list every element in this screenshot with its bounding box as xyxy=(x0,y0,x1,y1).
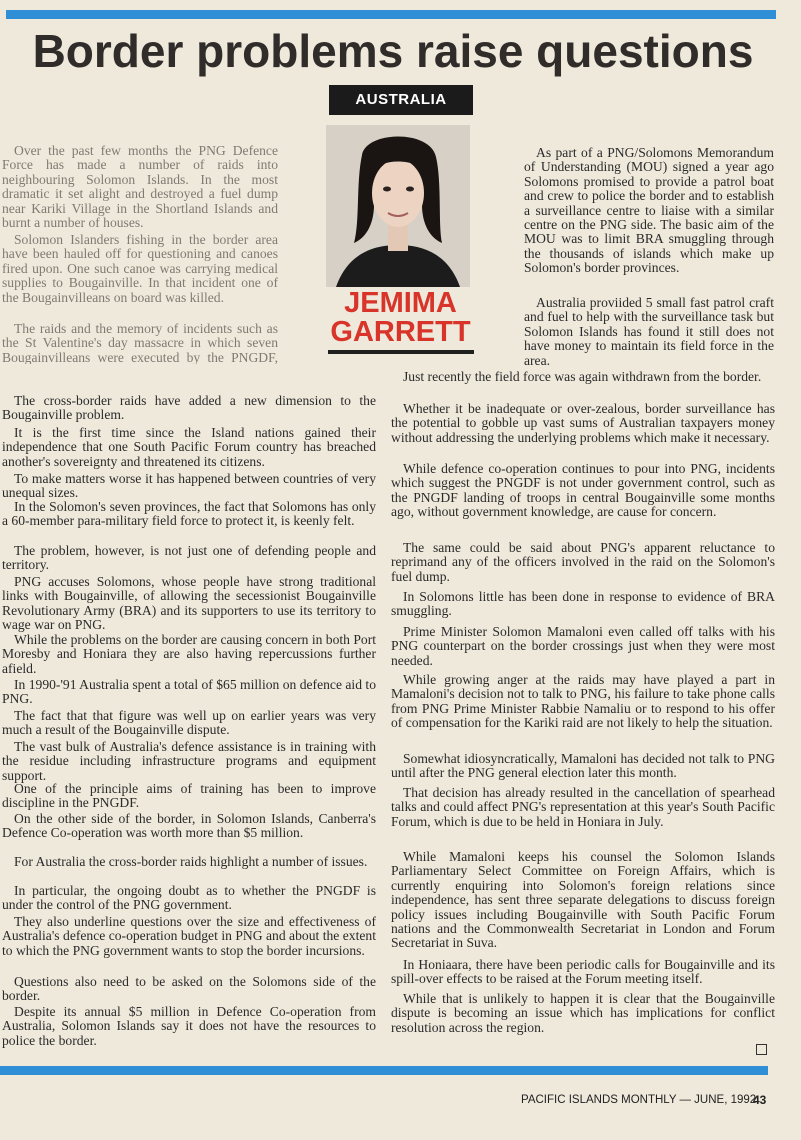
headline: Border problems raise questions xyxy=(32,25,754,77)
right-paragraph-11: That decision has already resulted in the cancellation of spearhead talks and could affect PNG's representation at this year's South Pacific Forum, which is due to be held in Honiara in July. xyxy=(391,785,775,829)
left-paragraph-13: The vast bulk of Australia's defence assistance is in training with the residue including infrastructure programs and equipment support. xyxy=(2,739,376,783)
left-paragraph-2: Solomon Islanders fishing in the border area have been hauled off for questioning and canoes fired upon. One such canoe was carrying medical supplies to Bougainville. In that incident one of the Bougainvilleans on board was killed. xyxy=(2,232,278,305)
page-number: 43 xyxy=(753,1093,767,1107)
left-paragraph-8: The problem, however, is not just one of defending people and territory. xyxy=(2,543,376,573)
left-paragraph-18: They also underline questions over the size and effectiveness of Australia's defence co-operation budget in PNG and about the extent to which the PNG government wants to stop the border incursions. xyxy=(2,914,376,958)
left-paragraph-7: In the Solomon's seven provinces, the fact that Solomons has only a 60-member para-military field force to protect it, is keenly felt. xyxy=(2,499,376,529)
left-paragraph-19: Questions also need to be asked on the Solomons side of the border. xyxy=(2,974,376,1004)
author-first-name: JEMIMA xyxy=(344,287,457,319)
right-paragraph-6: The same could be said about PNG's apparent reluctance to reprimand any of the officers involved in the raid on the Solomon's fuel dump. xyxy=(391,540,775,584)
right-paragraph-4: Whether it be inadequate or over-zealous, border surveillance has the potential to gobble up vast sums of Australian taxpayers money without addressing the underlying problems which make it necessary. xyxy=(391,401,775,445)
left-paragraph-15: On the other side of the border, in Solomon Islands, Canberra's Defence Co-operation was worth more than $5 million. xyxy=(2,811,376,841)
right-paragraph-14: While that is unlikely to happen it is clear that the Bougainville dispute is becoming an issue which has implications for conflict resolution across the region. xyxy=(391,991,775,1035)
byline-rule xyxy=(328,350,474,354)
top-color-rule xyxy=(6,10,776,19)
right-paragraph-8: Prime Minister Solomon Mamaloni even called off talks with his PNG counterpart on the border crossings just when they were most needed. xyxy=(391,624,775,668)
right-paragraph-7: In Solomons little has been done in response to evidence of BRA smuggling. xyxy=(391,589,775,619)
right-paragraph-9: While growing anger at the raids may have played a part in Mamaloni's decision not to talk to PNG, his failure to take phone calls from PNG Prime Minister Rabbie Namaliu or to respond to his offer of compensation for the Kariki raid are not likely to help the situation. xyxy=(391,672,775,731)
left-paragraph-3: The raids and the memory of incidents such as the St Valentine's day massacre in which seven Bougainvilleans were executed by the PNGDF, xyxy=(2,322,278,364)
left-paragraph-9: PNG accuses Solomons, whose people have strong traditional links with Bougainville, of allowing the secessionist Bougainville Revolutionary Army (BRA) and its supporters to use its territory to wage war on PNG. xyxy=(2,574,376,633)
left-paragraph-14: One of the principle aims of training has been to improve discipline in the PNGDF. xyxy=(2,781,376,811)
author-last-name: GARRETT xyxy=(330,316,471,348)
left-paragraph-20: Despite its annual $5 million in Defence Co-operation from Australia, Solomon Islands say it does not have the resources to police the border. xyxy=(2,1004,376,1048)
left-paragraph-6: To make matters worse it has happened between countries of very unequal sizes. xyxy=(2,471,376,501)
left-paragraph-5: It is the first time since the Island nations gained their independence that one South Pacific Forum country has breached another's sovereignty and threatened its citizens. xyxy=(2,425,376,469)
left-paragraph-10: While the problems on the border are causing concern in both Port Moresby and Honiara they are also having repercussions further afield. xyxy=(2,632,377,676)
end-of-article-mark xyxy=(756,1044,767,1055)
left-paragraph-1: Over the past few months the PNG Defence Force has made a number of raids into neighbouring Solomon Islands. In the most dramatic it set alight and destroyed a fuel dump near Kariki Village in the Shortland Islands and burnt a number of houses. xyxy=(2,143,278,231)
left-paragraph-16: For Australia the cross-border raids highlight a number of issues. xyxy=(14,854,368,869)
footer-publication: PACIFIC ISLANDS MONTHLY — JUNE, 1992 xyxy=(521,1094,757,1106)
right-paragraph-12: While Mamaloni keeps his counsel the Solomon Islands Parliamentary Select Committee on Foreign Affairs, which is currently enquiring into Solomon's foreign relations since independence, has sent three separate delegations to discuss foreign policy issues including Bougainville with South Pacific Forum nations and the Commonwealth Secretariat in London and Forum Secretariat in Suva. xyxy=(391,849,775,951)
left-paragraph-4: The cross-border raids have added a new dimension to the Bougainville problem. xyxy=(2,393,376,423)
right-paragraph-1: As part of a PNG/Solomons Memorandum of Understanding (MOU) signed a year ago Solomons promised to provide a patrol boat and crew to police the border and to establish a surveillance centre to liaise with a similar centre on the PNG side. The basic aim of the MOU was to limit BRA smuggling through the thousands of islands which make up Solomon's border provinces. xyxy=(524,145,774,276)
bottom-color-rule xyxy=(0,1066,768,1075)
author-photo xyxy=(326,125,470,287)
right-paragraph-10: Somewhat idiosyncratically, Mamaloni has decided not talk to PNG until after the PNG general election later this month. xyxy=(391,751,775,781)
right-paragraph-3: Just recently the field force was again withdrawn from the border. xyxy=(403,369,762,384)
right-paragraph-13: In Honiaara, there have been periodic calls for Bougainville and its spill-over effects to be raised at the Forum meeting itself. xyxy=(391,957,775,987)
author-byline xyxy=(318,289,483,347)
left-paragraph-12: The fact that that figure was well up on earlier years was very much a result of the Bougainville dispute. xyxy=(2,708,376,738)
left-paragraph-17: In particular, the ongoing doubt as to whether the PNGDF is under the control of the PNG government. xyxy=(2,883,376,913)
right-paragraph-5: While defence co-operation continues to pour into PNG, incidents which suggest the PNGDF is not under government control, such as the PNGDF landing of troops in central Bougainville some months ago, without government knowledge, are cause for concern. xyxy=(391,461,775,520)
left-paragraph-11: In 1990-'91 Australia spent a total of $65 million on defence aid to PNG. xyxy=(2,677,376,707)
section-tag: AUSTRALIA xyxy=(329,85,473,115)
right-paragraph-2: Australia proviided 5 small fast patrol craft and fuel to help with the surveillance task but Solomon Islands has found it still does not have money to maintain its field force in the area. xyxy=(524,295,774,368)
